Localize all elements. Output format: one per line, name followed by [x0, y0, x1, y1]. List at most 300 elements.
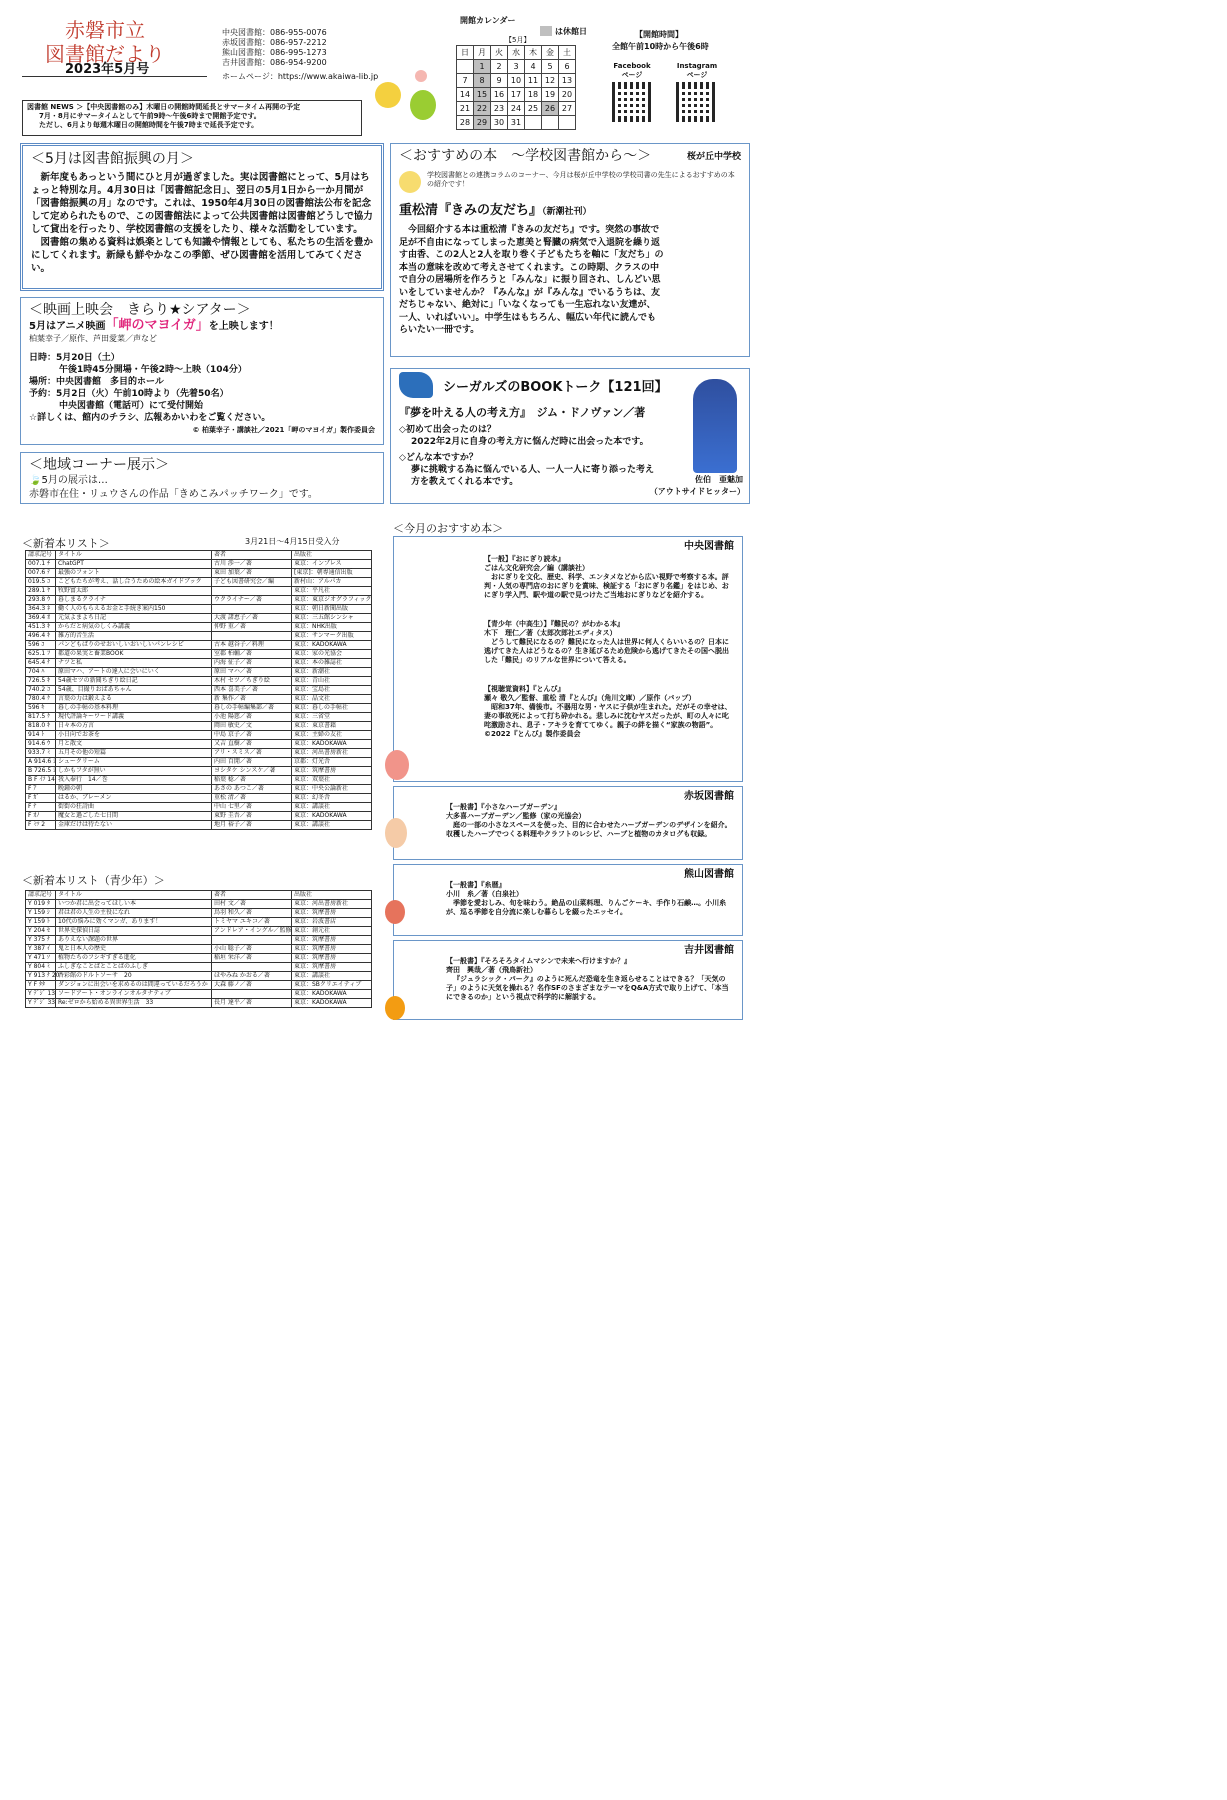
- table-cell: 内田 百閒／著: [212, 758, 292, 767]
- decor-dot-icon: [415, 70, 427, 82]
- instagram-label[interactable]: Instagram ページ: [676, 62, 718, 79]
- flower-mascot-icon: [375, 82, 401, 108]
- table-cell: トミヤマ ユキコ／著: [212, 918, 292, 927]
- table-cell: 東京：筑摩書房: [292, 954, 372, 963]
- phone-list: [222, 28, 378, 82]
- table-cell: B 726.5 ｼ: [26, 767, 56, 776]
- branch-name-central: 中央図書館: [684, 541, 734, 552]
- table-cell: ソードアート・オンラインオルタナティブ: [56, 990, 212, 999]
- table-cell: ダンジョンに出会いを求めるのは間違っているだろうか: [56, 981, 212, 990]
- table-cell: Y ﾃﾞｼﾞ 33: [26, 999, 56, 1008]
- table-row: [26, 767, 372, 776]
- table-cell: 中島 京子／著: [212, 731, 292, 740]
- table-cell: 東京：KADOKAWA: [292, 641, 372, 650]
- branch-name-yoshii: 吉井図書館: [684, 945, 734, 956]
- calendar-day: 26: [542, 102, 559, 116]
- calendar-table: [456, 45, 576, 130]
- table-cell: 地月 裕子／著: [212, 821, 292, 830]
- table-cell: Y 471 ｿ: [26, 954, 56, 963]
- new-books-table: [25, 550, 372, 830]
- table-cell: 古川 渉一／著: [212, 560, 292, 569]
- table-cell: 新 集作／著: [212, 695, 292, 704]
- movie-time: 午後1時45分開場・午後2時～上映（104分）: [59, 365, 247, 375]
- calendar-day: 12: [542, 74, 559, 88]
- new-books-heading: ＜新着本リスト＞: [22, 537, 110, 550]
- kumayama-branch-box: [393, 864, 743, 936]
- table-row: [26, 704, 372, 713]
- closed-legend-swatch: [540, 26, 552, 36]
- akasaka-branch-box: [393, 786, 743, 860]
- table-row: [26, 713, 372, 722]
- calendar-day: 30: [491, 116, 508, 130]
- table-cell: 007.6 ﾃ: [26, 569, 56, 578]
- table-cell: 子ども図書研究会／編: [212, 578, 292, 587]
- table-cell: 重松 清／著: [212, 794, 292, 803]
- table-cell: [212, 605, 292, 614]
- local-line1: 🍃5月の展示は…: [29, 475, 108, 486]
- orange-mascot-icon: [385, 996, 405, 1020]
- table-row: [26, 596, 372, 605]
- table-cell: Re:ゼロから始める異世界生活 33: [56, 999, 212, 1008]
- table-row: [26, 981, 372, 990]
- calendar-day: 14: [457, 88, 474, 102]
- table-cell: F ｵﾉ: [26, 812, 56, 821]
- column-header: タイトル: [56, 891, 212, 900]
- table-cell: 東京：三省堂: [292, 713, 372, 722]
- calendar-weekday: 火: [491, 46, 508, 60]
- table-cell: ありえない課題の世界: [56, 936, 212, 945]
- table-cell: 五月その他の短篇: [56, 749, 212, 758]
- table-cell: 東京：暮しの手帖社: [292, 704, 372, 713]
- table-cell: 740.2 ｺ: [26, 686, 56, 695]
- table-row: [26, 794, 372, 803]
- table-row: [26, 758, 372, 767]
- table-cell: 月と散文: [56, 740, 212, 749]
- table-cell: 原田マハ、アートの達人に会いにいく: [56, 668, 212, 677]
- player-position: （アウトサイドヒッター）: [649, 487, 745, 496]
- central-item2-author: 木下 理仁／著（太郎次郎社エディタス）: [484, 629, 617, 637]
- may-library-month-box: [20, 143, 384, 291]
- table-cell: 稲葉 稔／著: [212, 776, 292, 785]
- table-row: [26, 900, 372, 909]
- table-cell: 京都：灯光舎: [292, 758, 372, 767]
- table-cell: 東京：KADOKAWA: [292, 990, 372, 999]
- seagulls-book: 『夢を叶える人の考え方』 ジム・ドノヴァン／著: [399, 406, 646, 419]
- phone-kumayama: 熊山図書館：086-995-1273: [222, 48, 327, 57]
- table-cell: 香彩館のドルトソーサ 20: [56, 972, 212, 981]
- calendar-day: 28: [457, 116, 474, 130]
- news-line2: 7月・8月にサマータイムとして午前9時～午後6時まで開館予定です。: [39, 112, 261, 120]
- table-cell: 暮しの手帖編集部／著: [212, 704, 292, 713]
- table-cell: いつか君に出会ってほしい本: [56, 900, 212, 909]
- recommend-body: 今回紹介する本は重松清『きみの友だち』です。突然の事故で足が不自由になってしまった恵美と腎臓の病気で入退院を繰り返す由香、この2人と2人を取り巻く子どもたちを軸に「友だち」の本当の意味を改めて考えさせてくれます。この時期、クラスの中で自分の居場所を作ろうと「みんな」に振り回され、しんどい思いをしていませんか？『みんな』が『みんな』でいるうちは、友だちじゃない、絶対に」「いなくなっても一生忘れない友達が、一人、いればいい」。中学生はもちろん、幅広い年代に読んでもらいたい一冊です。: [399, 225, 664, 335]
- table-cell: 君は君の人生の主役になれ: [56, 909, 212, 918]
- calendar-day: 4: [525, 60, 542, 74]
- title-line1: 赤磐市立: [65, 18, 145, 42]
- table-cell: 中山 七里／著: [212, 803, 292, 812]
- yoshii-item-body: 『ジュラシック・パーク』のように死んだ恐竜を生き返らせることはできる？「天気の子」のように天気を操れる？名作SFのさまざまなテーマをQ&A方式で取り上げて、「本当にできるのか」という視点で科学的に解説する。: [446, 975, 729, 1001]
- calendar-day: 17: [508, 88, 525, 102]
- table-cell: 我入奉行 14／巻: [56, 776, 212, 785]
- table-cell: 日々本の方言: [56, 722, 212, 731]
- table-row: [26, 936, 372, 945]
- calendar-day: 5: [542, 60, 559, 74]
- table-row: [26, 677, 372, 686]
- table-cell: 東京：河出書房新社: [292, 749, 372, 758]
- table-cell: ナツと私: [56, 659, 212, 668]
- seagulls-a2: 夢に挑戦する為に悩んでいる人、一人一人に寄り添った考え方を教えてくれる本です。: [411, 465, 655, 487]
- may-month-body: 新年度もあっという間にひと月が過ぎました。実は図書館にとって、5月はちょっと特別な月。4月30日は「図書館記念日」、翌日の5月1日から一か月間が「図書館振興の月」なのです。これは、1950年4月30日の図書館法公布を記念して定められたもので、この図書館法によって公共図書館は図書館どうしで協力して貸出を行ったり、学校図書館の支援をしたり、様々な活動をしています。: [31, 172, 373, 235]
- table-cell: 現代評論キーワード講義: [56, 713, 212, 722]
- table-cell: 世界史探偵日誌: [56, 927, 212, 936]
- new-books-period: 3月21日～4月15日受入分: [245, 537, 340, 546]
- table-row: [26, 686, 372, 695]
- table-cell: 東京：筑摩書房: [292, 945, 372, 954]
- table-cell: 東京：河出書房新社: [292, 900, 372, 909]
- table-cell: 東京：三五館シンシャ: [292, 614, 372, 623]
- table-cell: 東京：青山社: [292, 677, 372, 686]
- calendar-day: 21: [457, 102, 474, 116]
- seagulls-logo-icon: [399, 372, 433, 398]
- table-cell: 長月 達平／著: [212, 999, 292, 1008]
- local-line2: 赤磐市在住・リュウさんの作品「きめこみパッチワーク」です。: [29, 489, 318, 500]
- seagulls-q1: ◇初めて出会ったのは？: [399, 425, 496, 435]
- seagulls-q2: ◇どんな本ですか？: [399, 453, 478, 463]
- table-cell: 645.4 ﾅ: [26, 659, 56, 668]
- column-header: 著者: [212, 551, 292, 560]
- column-header: タイトル: [56, 551, 212, 560]
- table-cell: 451.3 ｷ: [26, 623, 56, 632]
- table-cell: [212, 936, 292, 945]
- table-cell: [212, 990, 292, 999]
- table-cell: Y 913 ﾅ 20: [26, 972, 56, 981]
- table-row: [26, 740, 372, 749]
- table-cell: 東京：幻冬舎: [292, 794, 372, 803]
- table-cell: 293.8 ｳ: [26, 596, 56, 605]
- table-cell: 魔女と過ごした七日間: [56, 812, 212, 821]
- calendar-day: 18: [525, 88, 542, 102]
- table-cell: 大渡 諸恵子／著: [212, 614, 292, 623]
- table-cell: 東京：家の光協会: [292, 650, 372, 659]
- table-cell: 都道の果実と畜業BOOK: [56, 650, 212, 659]
- seagulls-box: [390, 368, 750, 504]
- table-cell: 東京：宝島社: [292, 686, 372, 695]
- movie-details: ☆詳しくは、館内のチラシ、広報あかいわをご覧ください。: [29, 413, 271, 423]
- table-cell: 東京：講談社: [292, 821, 372, 830]
- table-cell: 仲野 重／著: [212, 623, 292, 632]
- table-cell: 田村 文／著: [212, 900, 292, 909]
- recommend-heading: ＜おすすめの本 ～学校図書館から～＞: [399, 148, 652, 164]
- table-cell: Y 804 ﾐ: [26, 963, 56, 972]
- table-row: [26, 776, 372, 785]
- table-cell: 東京：講談社: [292, 803, 372, 812]
- table-cell: 内海 征子／著: [212, 659, 292, 668]
- movie-box: [20, 297, 384, 445]
- facebook-qr-icon[interactable]: [612, 82, 652, 122]
- table-cell: こどもたちが考え、話し合うための絵本ガイドブック: [56, 578, 212, 587]
- table-row: [26, 659, 372, 668]
- table-cell: 又吉 直樹／著: [212, 740, 292, 749]
- table-cell: 木村 セツ／ちぎり絵: [212, 677, 292, 686]
- column-header: 請求記号: [26, 891, 56, 900]
- table-cell: 東京：東京ジオグラフィック: [292, 596, 372, 605]
- central-item3-body: 昭和37年、備後市。不器用な男・ヤスに子供が生まれた。だがその幸せは、妻の事故死によって打ち砕かれる。悲しみに沈むヤスだったが、町の人々に叱咤激励され、息子・アキラを育ててゆく。親子の絆を描く“家族の物語”。©2022『とんび』製作委員会: [484, 703, 732, 738]
- hours-title: 【開館時間】: [635, 30, 683, 39]
- phone-central: 中央図書館：086-955-0076: [222, 28, 327, 37]
- grape-mascot-icon: [410, 90, 436, 120]
- calendar-day: 11: [525, 74, 542, 88]
- table-cell: 54歳、目撮りおばあちゃん: [56, 686, 212, 695]
- table-cell: F ｱ: [26, 785, 56, 794]
- table-row: [26, 918, 372, 927]
- table-cell: 暮しまるクライナ: [56, 596, 212, 605]
- table-cell: 東京：平凡社: [292, 587, 372, 596]
- table-cell: Y ﾃﾞｼﾞ 13: [26, 990, 56, 999]
- table-cell: Y F ﾀﾀ: [26, 981, 56, 990]
- recommend-school: 桜が丘中学校: [686, 152, 741, 162]
- table-cell: 小山 聡子／著: [212, 945, 292, 954]
- calendar-day: 31: [508, 116, 525, 130]
- table-row: [26, 812, 372, 821]
- seagulls-heading: シーガルズのBOOKトーク【121回】: [443, 379, 668, 395]
- table-cell: 818.0 ｷ: [26, 722, 56, 731]
- calendar-day: 6: [559, 60, 576, 74]
- table-cell: Y 159 ｼ: [26, 909, 56, 918]
- yoshii-branch-box: [393, 940, 743, 1020]
- table-cell: 晩鐘の朝: [56, 785, 212, 794]
- table-cell: 暮しの手帖の基本料理: [56, 704, 212, 713]
- calendar-day: 20: [559, 88, 576, 102]
- calendar-day: 23: [491, 102, 508, 116]
- table-cell: 東京：筑摩書房: [292, 936, 372, 945]
- seagulls-a1: 2022年2月に自身の考え方に悩んだ時に出会った本です。: [411, 437, 649, 447]
- recommend-book: 重松清『きみの友だち』: [399, 203, 543, 218]
- movie-copyright: © 柏葉幸子・講談社／2021「岬のマヨイガ」製作委員会: [192, 426, 375, 434]
- table-cell: ほやみね かおる／著: [212, 972, 292, 981]
- table-row: [26, 668, 372, 677]
- school-recommend-box: [390, 143, 750, 357]
- movie-reserve-where: 中央図書館（電話可）にて受付開始: [59, 401, 204, 411]
- table-cell: 大森 藤ノ／著: [212, 981, 292, 990]
- table-cell: シュークリーム: [56, 758, 212, 767]
- calendar-weekday: 水: [508, 46, 525, 60]
- calendar-weekday: 土: [559, 46, 576, 60]
- table-cell: 496.4 ｷ: [26, 632, 56, 641]
- table-cell: 東京：KADOKAWA: [292, 740, 372, 749]
- ginkgo-mascot-icon: [385, 818, 407, 848]
- bear-mascot-icon: [385, 900, 405, 924]
- table-cell: 東京：KADOKAWA: [292, 812, 372, 821]
- table-row: [26, 605, 372, 614]
- yoshii-item-title: 【一般書】『そろそろタイムマシンで未来へ行けますか？』: [446, 957, 632, 965]
- table-cell: 596 ｺ: [26, 641, 56, 650]
- table-row: [26, 587, 372, 596]
- table-cell: 古本 越谷子／料理: [212, 641, 292, 650]
- table-cell: Y 387 ｲ: [26, 945, 56, 954]
- peach-mascot-icon: [385, 750, 409, 780]
- table-cell: 働く人のもらえるお金と手続き案内150: [56, 605, 212, 614]
- column-header: 出版社: [292, 551, 372, 560]
- table-cell: 東京：筑摩書房: [292, 963, 372, 972]
- table-cell: 東京：東京書籍: [292, 722, 372, 731]
- table-row: [26, 909, 372, 918]
- table-cell: 10代の悩みに効くマンガ、あります！: [56, 918, 212, 927]
- branch-name-kumayama: 熊山図書館: [684, 869, 734, 880]
- movie-place: 場所：中央図書館 多目的ホール: [29, 377, 164, 387]
- calendar-day: 7: [457, 74, 474, 88]
- table-cell: 007.1 ﾁ: [26, 560, 56, 569]
- table-row: [26, 927, 372, 936]
- calendar-weekday: 日: [457, 46, 474, 60]
- table-row: [26, 614, 372, 623]
- calendar-day: 24: [508, 102, 525, 116]
- library-title: [40, 18, 170, 66]
- leaf-icon: 🍃: [29, 475, 42, 486]
- table-cell: 東京：中央公論新社: [292, 785, 372, 794]
- table-cell: 牧野富太郎: [56, 587, 212, 596]
- calendar-day: 1: [474, 60, 491, 74]
- table-cell: 東京：双葉社: [292, 776, 372, 785]
- phone-akasaka: 赤坂図書館：086-957-2212: [222, 38, 327, 47]
- facebook-label[interactable]: Facebook ページ: [613, 62, 651, 79]
- central-item1-title: 【一般】『おにぎり読本』: [484, 555, 565, 563]
- table-cell: 鳥羽 和久／著: [212, 909, 292, 918]
- calendar-day: 19: [542, 88, 559, 102]
- branch-name-akasaka: 赤坂図書館: [684, 791, 734, 802]
- table-cell: ウクライナー／著: [212, 596, 292, 605]
- table-cell: [212, 587, 292, 596]
- table-cell: Y 204 ｾ: [26, 927, 56, 936]
- player-name: 佐伯 亜魅加: [695, 475, 743, 484]
- issue-label: 2023年5月号: [65, 62, 150, 77]
- table-cell: Y 375 ﾅ: [26, 936, 56, 945]
- table-cell: 726.5 ｷ: [26, 677, 56, 686]
- table-row: [26, 695, 372, 704]
- table-cell: 東京：NHK出版: [292, 623, 372, 632]
- movie-heading: ＜映画上映会 きらり★シアター＞: [29, 302, 251, 318]
- table-cell: F ｶﾞ: [26, 794, 56, 803]
- table-row: [26, 569, 372, 578]
- table-cell: 室郡 柏輔／著: [212, 650, 292, 659]
- table-cell: 東京：本の雑誌社: [292, 659, 372, 668]
- kumayama-item-author: 小川 糸／著（白泉社）: [446, 890, 523, 898]
- table-cell: 金庫だけは待たない: [56, 821, 212, 830]
- table-cell: F ﾐﾂ 2: [26, 821, 56, 830]
- local-heading: ＜地域コーナー展示＞: [29, 457, 169, 473]
- table-cell: 原田 マハ／著: [212, 668, 292, 677]
- calendar-day: 15: [474, 88, 491, 102]
- akasaka-item-author: 大多喜ハーブガーデン／監修（家の光協会）: [446, 812, 586, 820]
- table-cell: 019.5 ｺ: [26, 578, 56, 587]
- table-row: [26, 560, 372, 569]
- calendar-day: 16: [491, 88, 508, 102]
- table-row: [26, 785, 372, 794]
- table-cell: 最強のフォント: [56, 569, 212, 578]
- calendar-title: 開館カレンダー: [460, 16, 516, 25]
- table-cell: 元気よまよち日記: [56, 614, 212, 623]
- table-cell: アリ・スミス／著: [212, 749, 292, 758]
- table-cell: 東京：筑摩書房: [292, 909, 372, 918]
- akasaka-item-title: 【一般書】『小さなハーブガーデン』: [446, 803, 561, 811]
- calendar-day: 3: [508, 60, 525, 74]
- table-cell: ChatGPT: [56, 560, 212, 569]
- table-cell: 西本 喜美子／著: [212, 686, 292, 695]
- calendar-day: 29: [474, 116, 491, 130]
- calendar-day: 2: [491, 60, 508, 74]
- instagram-qr-icon[interactable]: [676, 82, 716, 122]
- table-cell: 稲垣 栄洋／著: [212, 954, 292, 963]
- kumayama-item-title: 【一般書】『糸暦』: [446, 881, 506, 889]
- table-cell: アンドレア・イングル／監修: [212, 927, 292, 936]
- table-row: [26, 641, 372, 650]
- table-row: [26, 821, 372, 830]
- table-row: [26, 999, 372, 1008]
- calendar-day: [525, 116, 542, 130]
- player-photo: [693, 379, 737, 473]
- table-cell: はるか、ブレーメン: [56, 794, 212, 803]
- central-item1-body: おにぎりを文化、歴史、科学、エンタメなどから広い視野で考察する本。評判・人気の専門店のおにぎりを賞味、検証する「おにぎり名鑑」をはじめ、おにぎり学入門、駅や道の駅で見つけたご当地おにぎりなどを紹介する。: [484, 573, 729, 599]
- table-cell: パンどもぱりのせおいしいおいしいパンレシピ: [56, 641, 212, 650]
- table-row: [26, 749, 372, 758]
- akasaka-item-body: 庭の一部の小さなスペースを使った、目的に合わせたハーブガーデンのデザインを紹介。収穫したハーブでつくる料理やクラフトのレシピ、ハーブと植物のカタログも収録。: [446, 821, 732, 838]
- table-cell: [東京]：朝専通信出版: [292, 569, 372, 578]
- table-cell: 東京：岩波書店: [292, 918, 372, 927]
- table-cell: [212, 632, 292, 641]
- calendar-day: 10: [508, 74, 525, 88]
- table-cell: 新村山：アルパカ: [292, 578, 372, 587]
- table-row: [26, 954, 372, 963]
- table-cell: 933.7 ﾐ: [26, 749, 56, 758]
- table-cell: [212, 963, 292, 972]
- movie-reserve: 予約：5月2日（火）午前10時より（先着50名）: [29, 389, 229, 399]
- table-cell: 東京：創元社: [292, 927, 372, 936]
- movie-intro-end: を上映します！: [208, 321, 279, 332]
- movie-intro: 5月はアニメ映画: [29, 321, 106, 332]
- column-header: 請求記号: [26, 551, 56, 560]
- table-row: [26, 722, 372, 731]
- table-cell: 植物たちのフシギすぎる進化: [56, 954, 212, 963]
- table-cell: 780.4 ｹ: [26, 695, 56, 704]
- homepage-link[interactable]: ホームページ：https://www.akaiwa-lib.jp: [222, 72, 379, 81]
- table-cell: A 914.6 ｼ: [26, 758, 56, 767]
- table-cell: 鬼と日本人の歴史: [56, 945, 212, 954]
- table-row: [26, 803, 372, 812]
- recommend-intro: 学校図書館との連携コラムのコーナー、今月は桜が丘中学校の学校司書の先生によるおすすめの本の紹介です！: [427, 171, 735, 188]
- table-cell: 東京：筑摩書房: [292, 767, 372, 776]
- calendar-day: 13: [559, 74, 576, 88]
- central-item3-title: 【視聴覚資料】『とんび』: [484, 685, 565, 693]
- table-cell: 東京：晶文社: [292, 695, 372, 704]
- title-line2: 図書館だより: [45, 42, 165, 66]
- table-cell: Y 159 ﾄ: [26, 918, 56, 927]
- table-cell: 東野 圭吾／著: [212, 812, 292, 821]
- news-line1: 図書館 NEWS ＞【中央図書館のみ】木曜日の開館時間延長とサマータイム再開の予定: [27, 103, 301, 111]
- calendar-day: [542, 116, 559, 130]
- table-cell: 596 ｷ: [26, 704, 56, 713]
- central-item2-body: どうして難民になるの？難民になった人は世界に何人くらいいるの？日本に逃げてきた人はどうなるの？生き延びるため危険から逃げてきたその国へ脱出した「難民」のリアルな世界について答える。: [484, 638, 729, 664]
- calendar-weekday: 月: [474, 46, 491, 60]
- table-cell: 小池 陽慈／著: [212, 713, 292, 722]
- youth-books-table: [25, 890, 372, 1008]
- local-corner-box: [20, 452, 384, 504]
- phone-yoshii: 吉井図書館：086-954-9200: [222, 58, 327, 67]
- table-row: [26, 650, 372, 659]
- table-cell: からだと病気のしくみ講義: [56, 623, 212, 632]
- table-row: [26, 963, 372, 972]
- column-header: 出版社: [292, 891, 372, 900]
- monthly-heading: ＜今月のおすすめ本＞: [393, 522, 504, 535]
- table-cell: あさの あつこ／著: [212, 785, 292, 794]
